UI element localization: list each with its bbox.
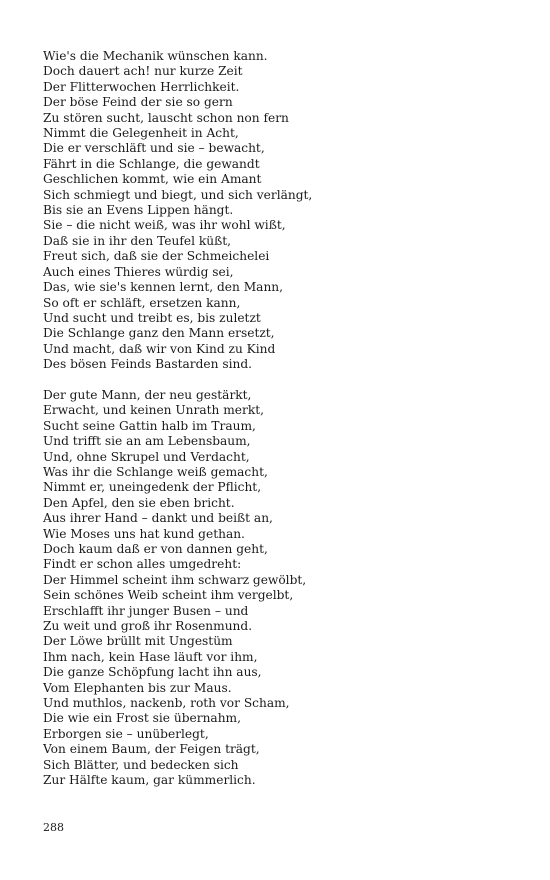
poem-line: Vom Elephanten bis zur Maus. bbox=[43, 680, 232, 695]
poem-line: Die Schlange ganz den Mann ersetzt, bbox=[43, 326, 275, 341]
poem-line: So oft er schläft, ersetzen kann, bbox=[43, 295, 241, 310]
page-number: 288 bbox=[43, 821, 64, 834]
poem-line: Der Löwe brüllt mit Ungestüm bbox=[43, 634, 233, 649]
poem-line: Sich schmiegt und biegt, und sich verlängt, bbox=[43, 187, 313, 202]
poem-line: Und macht, daß wir von Kind zu Kind bbox=[43, 341, 276, 356]
poem-line: Der böse Feind der sie so gern bbox=[43, 95, 233, 110]
poem-line: Geschlichen kommt, wie ein Amant bbox=[43, 172, 262, 187]
poem-line: Findt er schon alles umgedreht: bbox=[43, 557, 242, 572]
poem-line: Auch eines Thieres würdig sei, bbox=[43, 264, 234, 279]
poem-line: Von einem Baum, der Feigen trägt, bbox=[43, 742, 260, 757]
poem-line: Erborgen sie – unüberlegt, bbox=[43, 726, 209, 741]
poem-line: Zur Hälfte kaum, gar kümmerlich. bbox=[43, 773, 256, 788]
poem-line: Die er verschläft und sie – bewacht, bbox=[43, 141, 265, 156]
poem-line: Die wie ein Frost sie übernahm, bbox=[43, 711, 241, 726]
poem-line: Ihm nach, kein Hase läuft vor ihm, bbox=[43, 649, 258, 664]
poem-line: Sich Blätter, und bedecken sich bbox=[43, 757, 239, 772]
poem-line: Wie Moses uns hat kund gethan. bbox=[43, 526, 245, 541]
poem-line: Des bösen Feinds Bastarden sind. bbox=[43, 357, 253, 372]
poem-line: Was ihr die Schlange weiß gemacht, bbox=[43, 464, 268, 479]
poem-line: Bis sie an Evens Lippen hängt. bbox=[43, 203, 234, 218]
poem-line: Das, wie sie's kennen lernt, den Mann, bbox=[43, 280, 284, 295]
stanza bbox=[43, 49, 513, 373]
poem-line: Freut sich, daß sie der Schmeichelei bbox=[43, 249, 270, 264]
poem-line: Fährt in die Schlange, die gewandt bbox=[43, 156, 260, 171]
poem-line: Erwacht, und keinen Unrath merkt, bbox=[43, 403, 264, 418]
poem-line: Wie's die Mechanik wünschen kann. bbox=[43, 49, 268, 63]
poem-line: Der gute Mann, der neu gestärkt, bbox=[43, 387, 252, 402]
poem-line: Zu stören sucht, lauscht schon non fern bbox=[43, 110, 289, 125]
poem-line: Und, ohne Skrupel und Verdacht, bbox=[43, 449, 250, 464]
poem-line: Nimmt er, uneingedenk der Pflicht, bbox=[43, 480, 262, 495]
poem-line: Den Apfel, den sie eben bricht. bbox=[43, 495, 235, 510]
poem-line: Doch kaum daß er von dannen geht, bbox=[43, 541, 268, 556]
poem-line: Sein schönes Weib scheint ihm vergelbt, bbox=[43, 588, 294, 603]
stanza bbox=[43, 388, 513, 789]
poem-line: Nimmt die Gelegenheit in Acht, bbox=[43, 126, 239, 141]
poem-line: Und muthlos, nackenb, roth vor Scham, bbox=[43, 696, 290, 711]
poem-line: Der Flitterwochen Herrlichkeit. bbox=[43, 79, 240, 94]
poem-text bbox=[43, 49, 513, 788]
poem-line: Zu weit und groß ihr Rosenmund. bbox=[43, 619, 253, 634]
poem-line: Daß sie in ihr den Teufel küßt, bbox=[43, 233, 231, 248]
poem-line: Erschlafft ihr junger Busen – und bbox=[43, 603, 249, 618]
poem-line: Der Himmel scheint ihm schwarz gewölbt, bbox=[43, 572, 307, 587]
poem-line: Sucht seine Gattin halb im Traum, bbox=[43, 418, 256, 433]
poem-line: Doch dauert ach! nur kurze Zeit bbox=[43, 64, 243, 79]
poem-line: Aus ihrer Hand – dankt und beißt an, bbox=[43, 511, 273, 526]
poem-line: Sie – die nicht weiß, was ihr wohl wißt, bbox=[43, 218, 286, 233]
poem-line: Und trifft sie an am Lebensbaum, bbox=[43, 434, 251, 449]
poem-line: Die ganze Schöpfung lacht ihn aus, bbox=[43, 665, 262, 680]
poem-line: Und sucht und treibt es, bis zuletzt bbox=[43, 310, 261, 325]
